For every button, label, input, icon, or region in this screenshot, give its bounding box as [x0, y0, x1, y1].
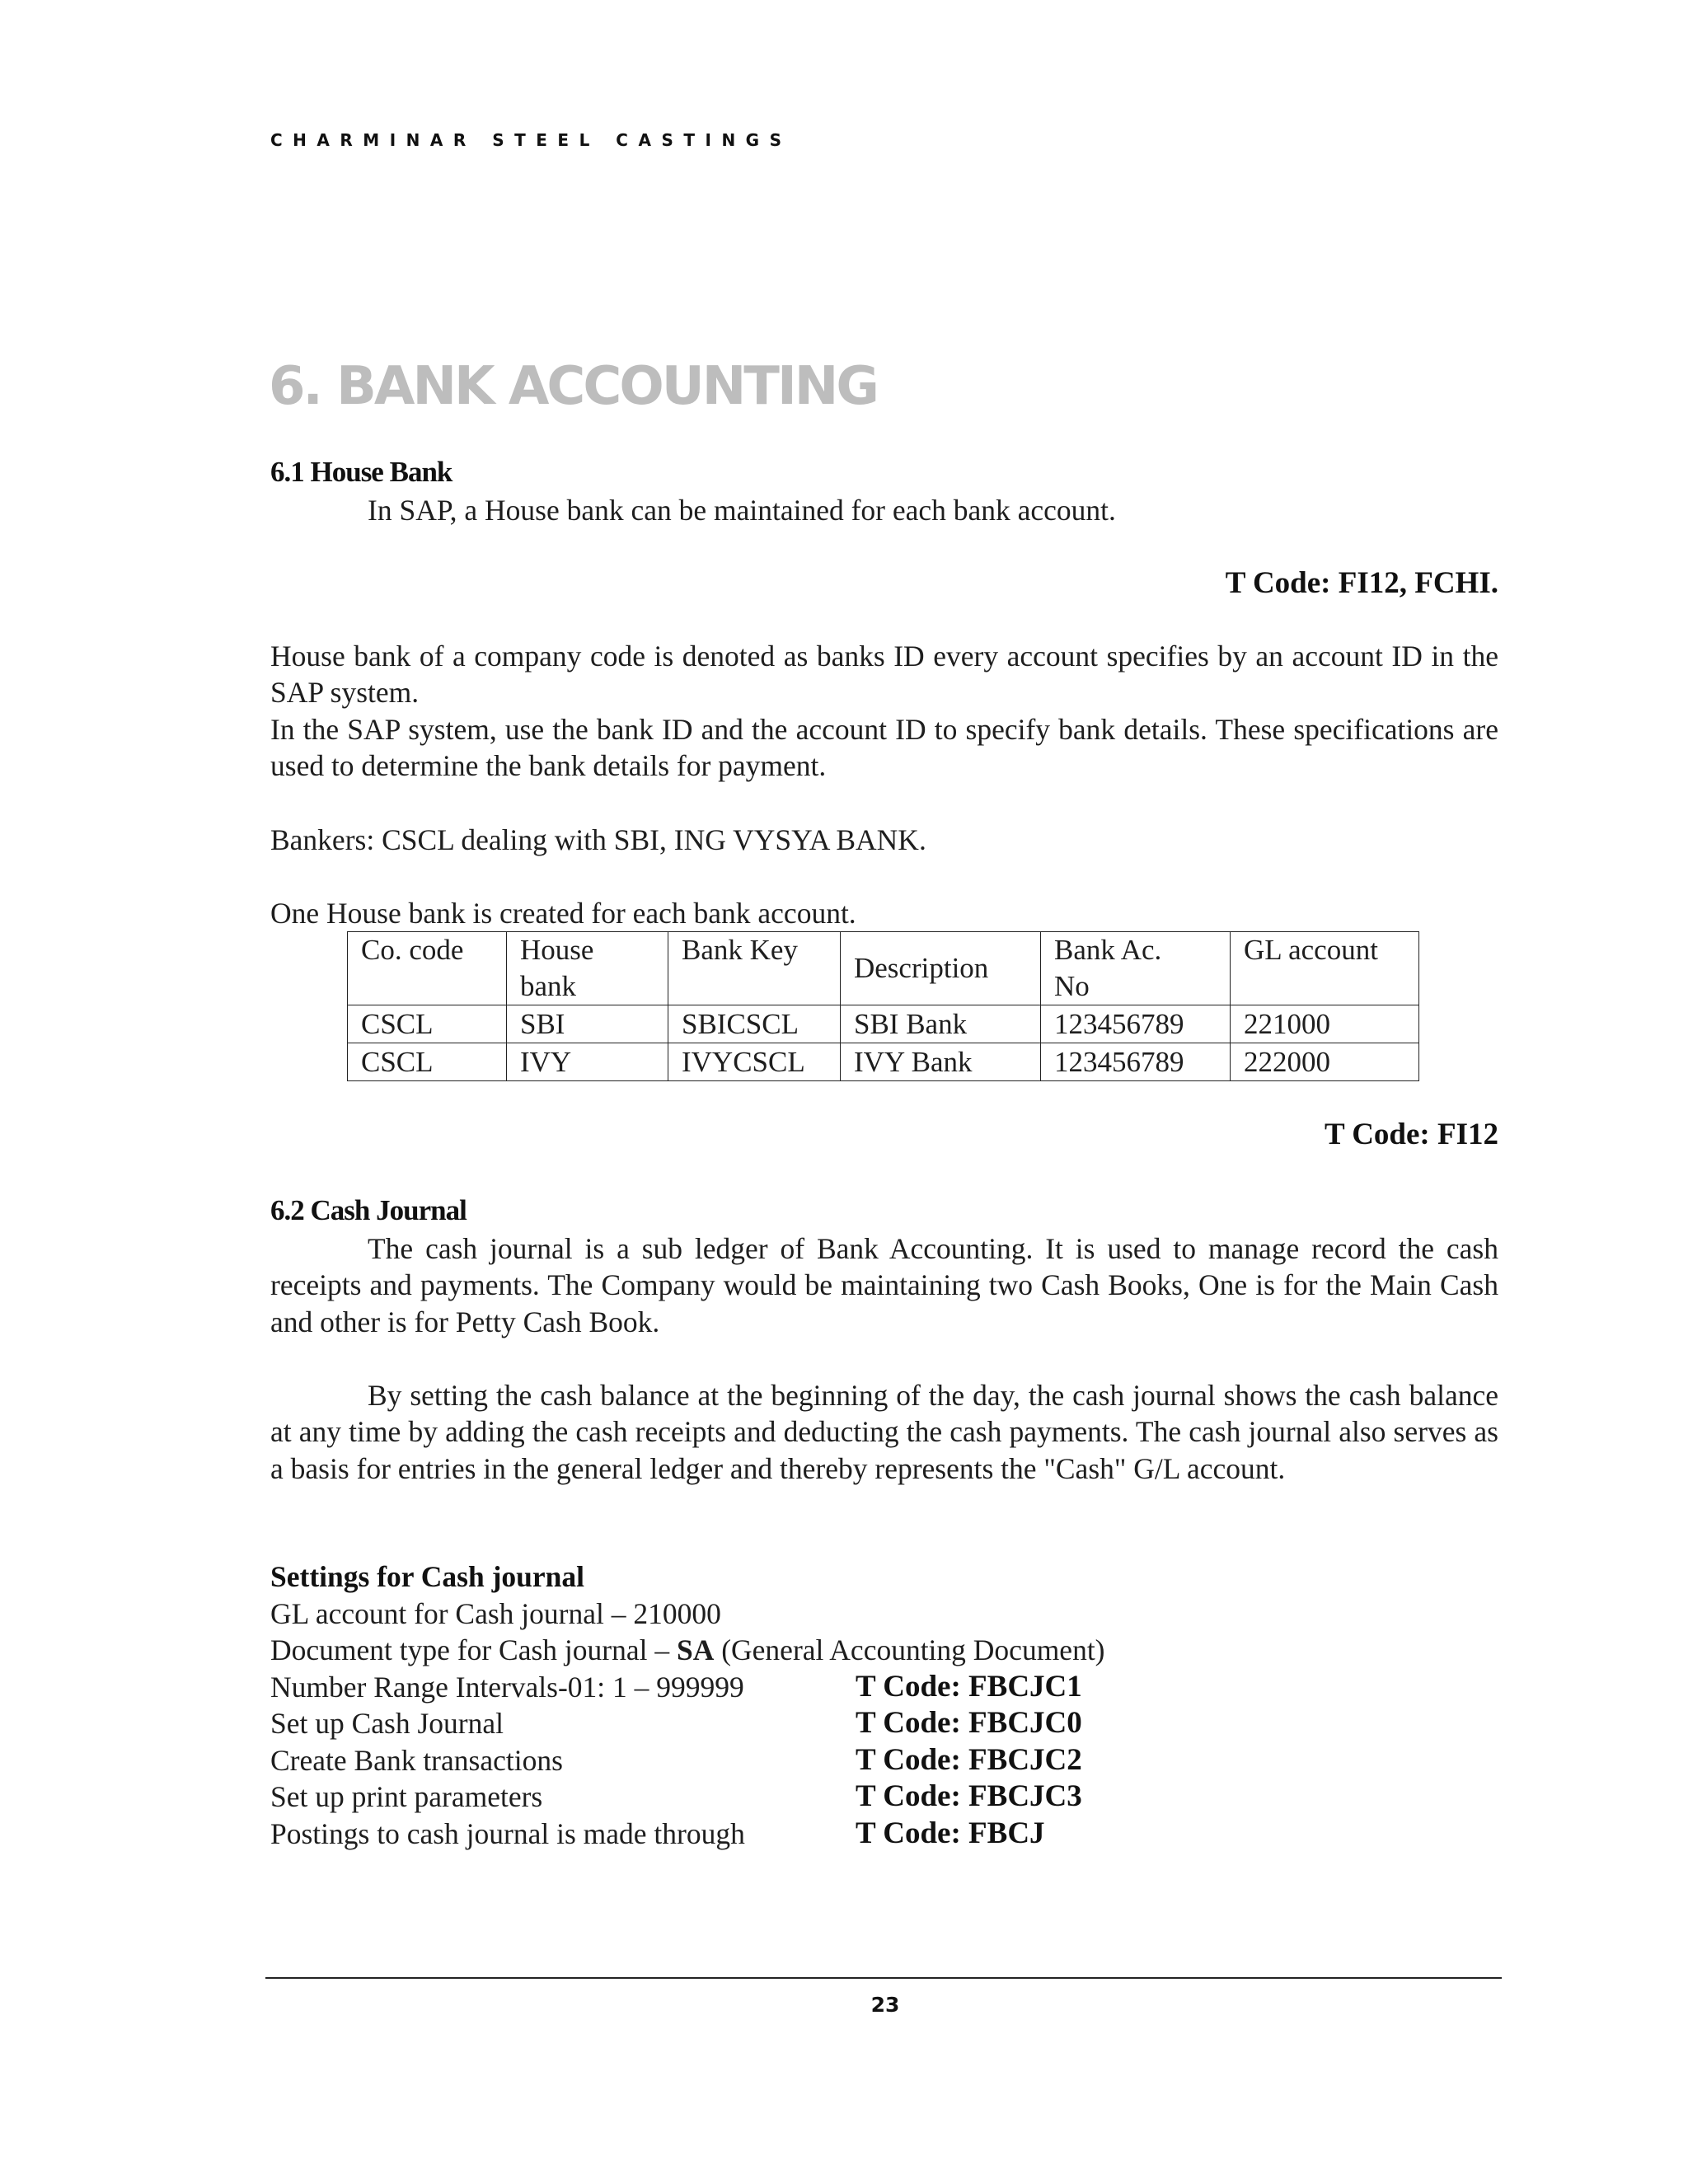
table-header-row — [348, 932, 1419, 1005]
settings-tcode: T Code: FBCJC3 — [856, 1779, 1082, 1813]
table-cell-bank-ac-no: 123456789 — [1041, 1043, 1231, 1081]
chapter-title: 6. BANK ACCOUNTING — [269, 356, 877, 417]
table-cell-house-bank: IVY — [507, 1043, 668, 1081]
settings-label: Set up print parameters — [270, 1780, 543, 1813]
settings-label: Number Range Intervals-01: 1 – 999999 — [270, 1670, 744, 1704]
table-cell-description: IVY Bank — [841, 1043, 1041, 1081]
footer-rule — [265, 1977, 1502, 1979]
tcode-house-bank: T Code: FI12, FCHI. — [1225, 566, 1498, 600]
settings-row — [270, 1816, 1105, 1853]
section-heading-house-bank: 6.1 House Bank — [270, 456, 452, 488]
bankers-line: Bankers: CSCL dealing with SBI, ING VYSYA BANK. — [270, 823, 926, 856]
house-bank-paragraph-1: House bank of a company code is denoted as banks ID every account specifies by an account ID in the SAP system. — [270, 640, 1498, 710]
settings-tcode: T Code: FBCJC1 — [856, 1669, 1082, 1704]
column-header-description: Description — [841, 932, 1041, 1005]
table-cell-gl-account: 222000 — [1231, 1043, 1419, 1081]
table-caption: One House bank is created for each bank account. — [270, 897, 856, 930]
settings-row — [270, 1669, 1105, 1706]
document-type-code: SA — [676, 1633, 715, 1666]
cash-journal-settings — [270, 1558, 1105, 1852]
table-cell-co-code: CSCL — [348, 1043, 507, 1081]
section-heading-cash-journal: 6.2 Cash Journal — [270, 1194, 467, 1226]
table-cell-house-bank: SBI — [507, 1005, 668, 1043]
column-header-bank-ac-no: Bank Ac. No — [1041, 932, 1231, 1005]
column-header-house-bank: House bank — [507, 932, 668, 1005]
table-row — [348, 1043, 1419, 1081]
table-cell-bank-key: SBICSCL — [668, 1005, 841, 1043]
column-header-co-code: Co. code — [348, 932, 507, 1005]
settings-label: Set up Cash Journal — [270, 1707, 504, 1740]
column-header-gl-account: GL account — [1231, 932, 1419, 1005]
table-row — [348, 1005, 1419, 1043]
settings-tcode: T Code: FBCJC2 — [856, 1742, 1082, 1777]
house-bank-intro: In SAP, a House bank can be maintained for each bank account. — [368, 494, 1116, 527]
settings-tcode: T Code: FBCJC0 — [856, 1706, 1082, 1740]
running-header: CHARMINAR STEEL CASTINGS — [270, 130, 792, 150]
settings-row — [270, 1705, 1105, 1742]
house-bank-paragraph-2: In the SAP system, use the bank ID and the account ID to specify bank details. These specifications are used to determine the bank details for payment. — [270, 713, 1498, 783]
tcode-table: T Code: FI12 — [1324, 1118, 1498, 1151]
settings-label: Create Bank transactions — [270, 1743, 563, 1777]
column-header-bank-key: Bank Key — [668, 932, 841, 1005]
settings-row — [270, 1779, 1105, 1816]
settings-row — [270, 1742, 1105, 1779]
table-cell-description: SBI Bank — [841, 1005, 1041, 1043]
table-cell-bank-key: IVYCSCL — [668, 1043, 841, 1081]
table-cell-co-code: CSCL — [348, 1005, 507, 1043]
settings-label: Postings to cash journal is made through — [270, 1816, 745, 1850]
house-bank-table — [347, 931, 1419, 1081]
settings-tcode: T Code: FBCJ — [856, 1816, 1045, 1850]
settings-gl-account: GL account for Cash journal – 210000 — [270, 1596, 721, 1630]
settings-heading: Settings for Cash journal — [270, 1560, 585, 1593]
cash-journal-paragraph-1: The cash journal is a sub ledger of Bank Accounting. It is used to manage record the cash receipts and payments. The Company would be maintaining two Cash Books, One is for the Main Cash and other is for Petty Cash Book. — [270, 1232, 1498, 1338]
cash-journal-paragraph-2: By setting the cash balance at the beginning of the day, the cash journal shows the cash balance at any time by adding the cash receipts and deducting the cash payments. The cash journal also serves as a basis for entries in the general ledger and thereby represents the "Cash" G/L account. — [270, 1379, 1498, 1485]
table-cell-gl-account: 221000 — [1231, 1005, 1419, 1043]
table-cell-bank-ac-no: 123456789 — [1041, 1005, 1231, 1043]
page-number: 23 — [870, 1993, 900, 2017]
settings-document-type: Document type for Cash journal – SA (General Accounting Document) — [270, 1633, 1105, 1666]
